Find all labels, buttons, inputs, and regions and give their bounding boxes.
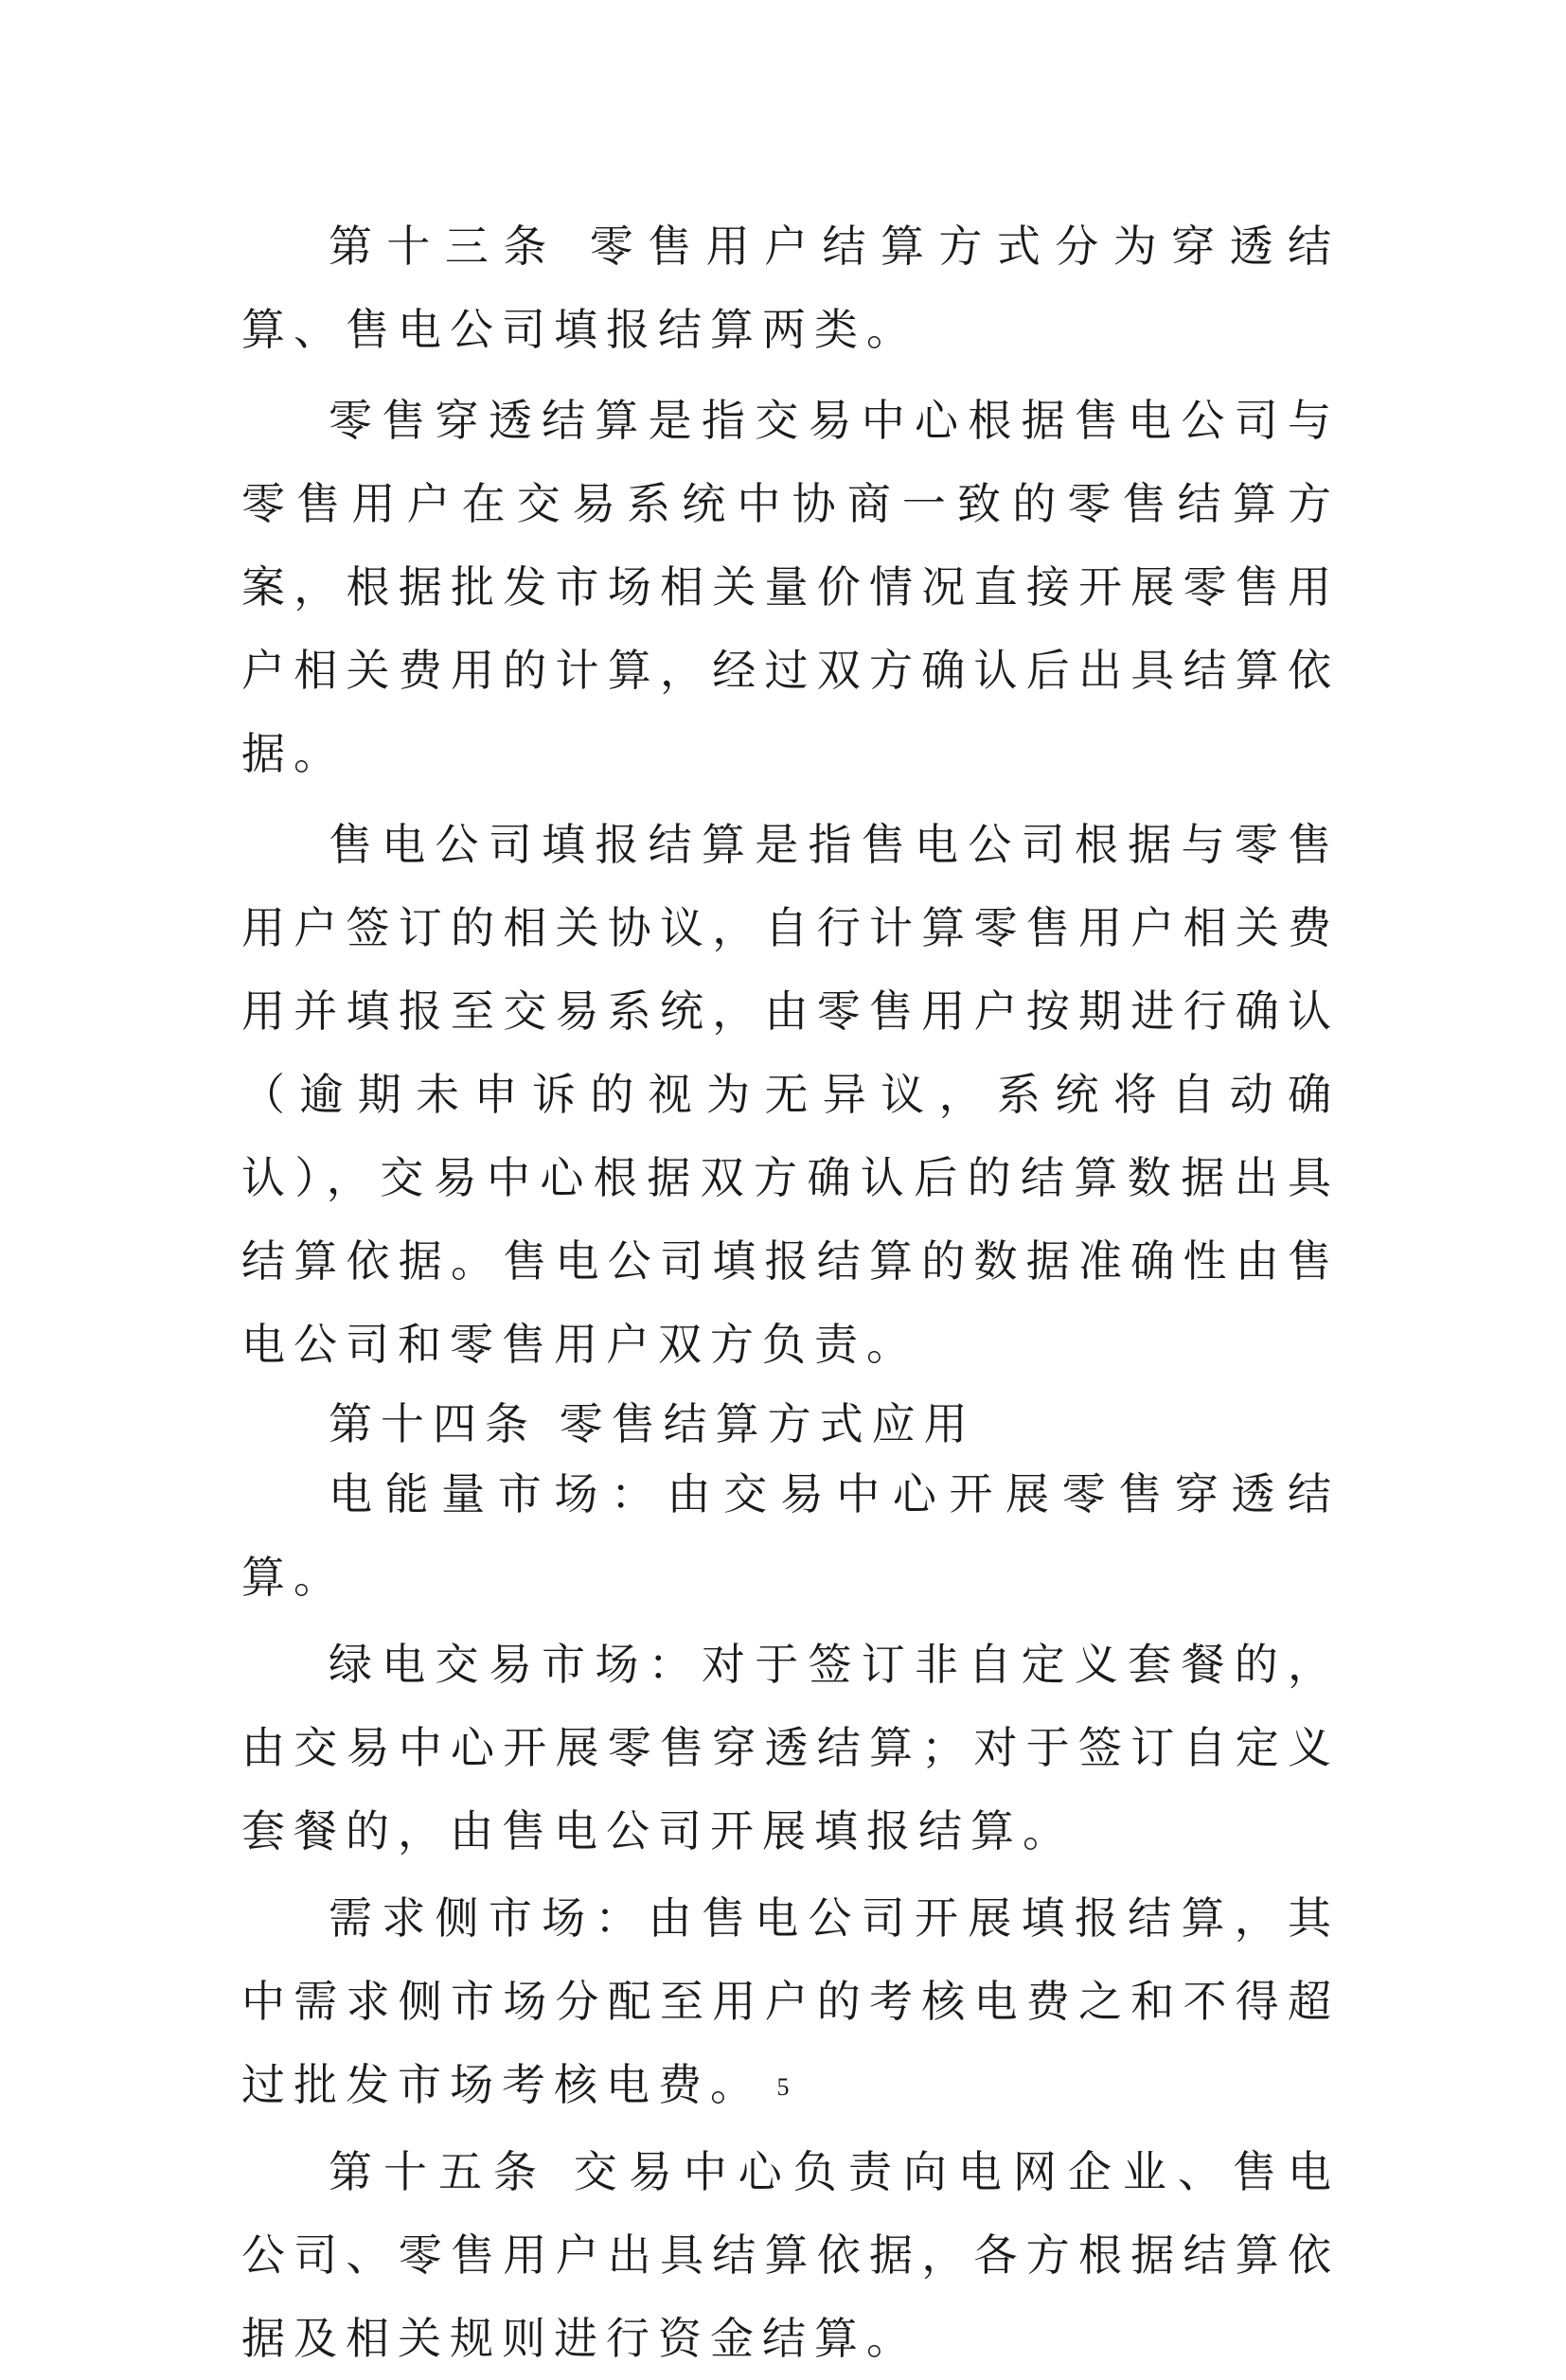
article-13-heading: 第十三条 零售用户结算方式分为穿透结算、售电公司填报结算两类。 (241, 221, 1340, 355)
article-15-heading: 第十五条 交易中心负责向电网企业、售电公司、零售用户出具结算依据，各方根据结算依据及相关规则进行资金结算。 (241, 2146, 1340, 2364)
body-text (241, 189, 1340, 2380)
paragraph-retail-pass-through: 零售穿透结算是指交易中心根据售电公司与零售用户在交易系统中协商一致的零售结算方案，根据批发市场相关量价情况直接开展零售用户相关费用的计算，经过双方确认后出具结算依据。 (241, 395, 1340, 779)
paragraph-company-filing: 售电公司填报结算是指售电公司根据与零售用户签订的相关协议，自行计算零售用户相关费用并填报至交易系统，由零售用户按期进行确认（逾期未申诉的视为无异议，系统将自动确认），交易中心根据双方确认后的结算数据出具结算依据。售电公司填报结算的数据准确性由售电公司和零售用户双方负责。 (241, 819, 1340, 1370)
paragraph-energy-market: 电能量市场：由交易中心开展零售穿透结算。 (241, 1468, 1340, 1603)
paragraph-green-power-market: 绿电交易市场：对于签订非自定义套餐的，由交易中心开展零售穿透结算；对于签订自定义套餐的，由售电公司开展填报结算。 (241, 1639, 1340, 1856)
paragraph-demand-side-market: 需求侧市场：由售电公司开展填报结算，其中需求侧市场分配至用户的考核电费之和不得超过批发市场考核电费。 (241, 1892, 1340, 2110)
article-14-heading: 第十四条 零售结算方式应用 (329, 1398, 976, 1449)
page-number: 5 (776, 2073, 790, 2101)
